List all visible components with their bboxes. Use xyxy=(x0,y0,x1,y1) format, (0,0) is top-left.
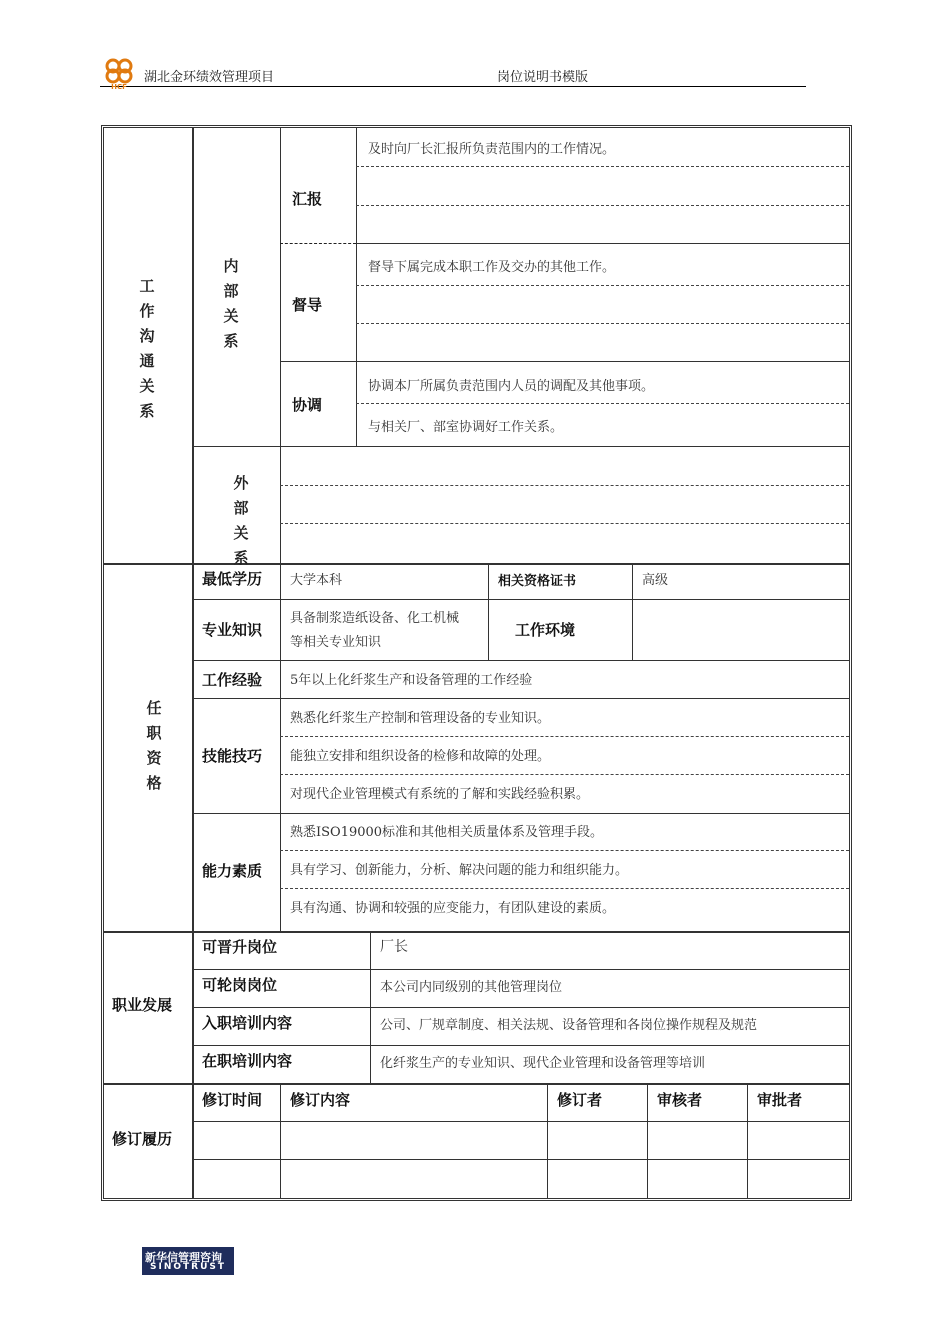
report-text: 及时向厂长汇报所负责范围内的工作情况。 xyxy=(368,142,616,157)
qualification-section-label: 任 职 资 格 xyxy=(146,699,162,792)
ability-item: 具有沟通、协调和较强的应变能力，有团队建设的素质。 xyxy=(290,901,616,916)
ability-label: 能力素质 xyxy=(202,862,263,880)
communication-section-label: 工 作 沟 通 关 系 xyxy=(139,277,155,420)
onboarding-training-label: 入职培训内容 xyxy=(202,1014,293,1032)
revision-header-reviser: 修订者 xyxy=(557,1091,603,1109)
coordinate-label: 协调 xyxy=(292,396,323,414)
sinotrust-logo-cn: 新华信管理咨询 xyxy=(145,1251,222,1264)
inservice-training-label: 在职培训内容 xyxy=(202,1052,293,1070)
rotation-value: 本公司内同级别的其他管理岗位 xyxy=(380,980,563,995)
experience-value: 5年以上化纤浆生产和设备管理的工作经验 xyxy=(290,673,533,688)
education-label: 最低学历 xyxy=(202,570,263,588)
revision-header-time: 修订时间 xyxy=(202,1091,263,1109)
external-relations-label: 外 部 关 系 xyxy=(233,474,249,567)
inservice-training-value: 化纤浆生产的专业知识、现代企业管理和设备管理等培训 xyxy=(380,1056,706,1071)
knowledge-value-1: 具备制浆造纸设备、化工机械 xyxy=(290,611,460,626)
rotation-label: 可轮岗岗位 xyxy=(202,976,278,994)
skill-item: 熟悉化纤浆生产控制和管理设备的专业知识。 xyxy=(290,711,551,726)
supervise-text: 督导下属完成本职工作及交办的其他工作。 xyxy=(368,260,616,275)
revision-header-approver: 审批者 xyxy=(757,1091,803,1109)
ability-item: 熟悉ISO19000标准和其他相关质量体系及管理手段。 xyxy=(290,825,604,840)
revision-header-reviewer: 审核者 xyxy=(657,1091,703,1109)
supervise-label: 督导 xyxy=(292,296,323,314)
revision-header-content: 修订内容 xyxy=(290,1091,351,1109)
skill-item: 对现代企业管理模式有系统的了解和实践经验积累。 xyxy=(290,787,590,802)
skills-label: 技能技巧 xyxy=(202,747,263,765)
logo-text: HCF xyxy=(111,83,127,90)
job-description-table xyxy=(101,125,852,1201)
report-label: 汇报 xyxy=(292,190,323,208)
ability-item: 具有学习、创新能力，分析、解决问题的能力和组织能力。 xyxy=(290,863,629,878)
sinotrust-logo xyxy=(142,1247,234,1275)
hcf-logo-icon xyxy=(100,56,138,90)
knowledge-label: 专业知识 xyxy=(202,621,263,639)
page-header xyxy=(100,58,806,90)
onboarding-training-value: 公司、厂规章制度、相关法规、设备管理和各岗位操作规程及规范 xyxy=(380,1018,758,1033)
work-environment-label: 工作环境 xyxy=(515,621,576,639)
skill-item: 能独立安排和组织设备的检修和故障的处理。 xyxy=(290,749,551,764)
promotion-label: 可晋升岗位 xyxy=(202,938,278,956)
revision-section-label: 修订履历 xyxy=(112,1130,173,1148)
sinotrust-logo-en: SINOTRUST xyxy=(150,1262,227,1272)
certificate-label: 相关资格证书 xyxy=(498,574,577,589)
career-section-label: 职业发展 xyxy=(112,996,173,1014)
education-value: 大学本科 xyxy=(290,573,343,588)
experience-label: 工作经验 xyxy=(202,671,263,689)
coordinate-text-2: 与相关厂、部室协调好工作关系。 xyxy=(368,420,564,435)
project-name: 湖北金环绩效管理项目 xyxy=(144,70,275,85)
document-title: 岗位说明书模版 xyxy=(497,70,589,85)
promotion-value: 厂长 xyxy=(380,939,408,955)
knowledge-value-2: 等相关专业知识 xyxy=(290,635,382,650)
coordinate-text-1: 协调本厂所属负责范围内人员的调配及其他事项。 xyxy=(368,379,655,394)
certificate-value: 高级 xyxy=(642,573,669,588)
internal-relations-label: 内 部 关 系 xyxy=(223,257,239,350)
